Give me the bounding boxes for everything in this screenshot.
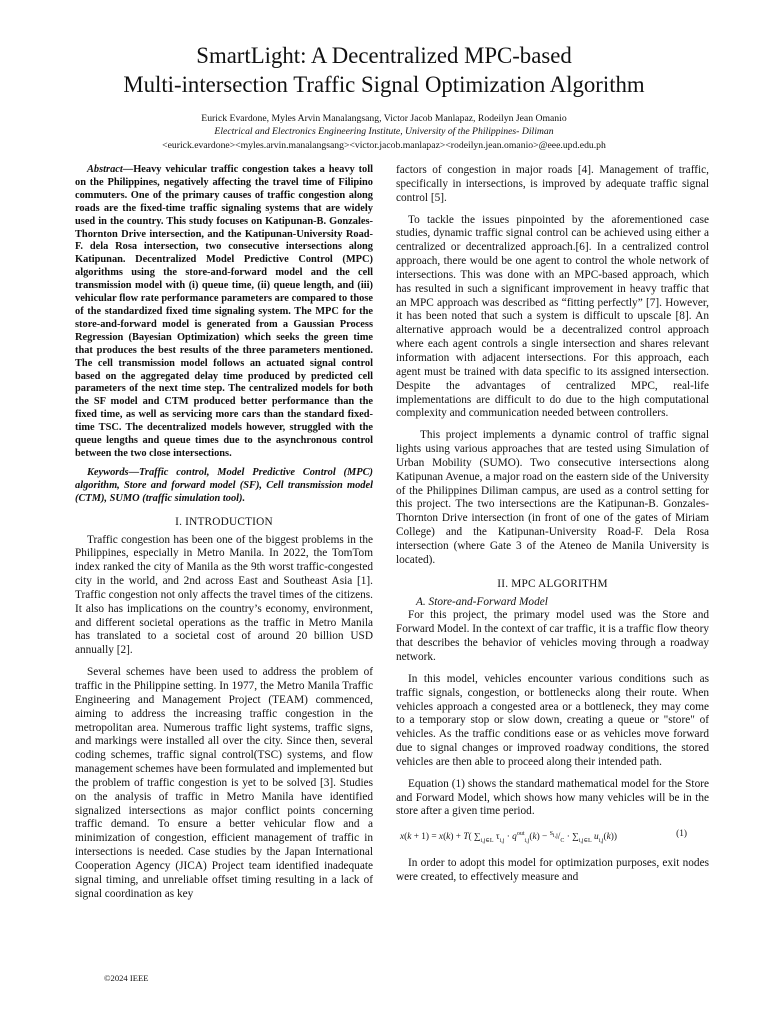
equation-1-expression: x(k + 1) = x(k) + T( $\sum_{i,j\in L}$ $\tau_{i,j} \cdot q^{out}_{i,j}(k) - ^{S_{i,j}}/_C \cdot \sum_{i,j\in L}$ $u_{i,j}(k)$) [400,831,617,845]
sf-paragraph-1: For this project, the primary model used was the Store and Forward Model. In the context of car traffic, it is a traffic flow theory that describes the behavior of vehicles moving through a roadway network. [396,609,709,663]
right-column [396,164,709,885]
author-affiliation: Electrical and Electronics Engineering Institute, University of the Philippines- Diliman [214,126,554,138]
equation-1 [396,826,709,849]
title-line-2: Multi-intersection Traffic Signal Optimization Algorithm [123,71,645,97]
sf-paragraph-3: Equation (1) shows the standard mathematical model for the Store and Forward Model, which shows how many vehicles will be in the store after a given time period. [396,777,709,818]
abstract-label: Abstract [87,164,123,175]
paper-title [40,42,728,99]
subsection-heading-store-and-forward: A. Store-and-Forward Model [416,595,548,608]
keywords-text: Traffic control, Model Predictive Control (MPC) algorithm, Store and forward model (SF), Cell transmission model (CTM), SUMO (traffic simulation tool). [75,466,373,504]
sf-paragraph-2: In this model, vehicles encounter various conditions such as traffic signals, congestion, or bottlenecks along their route. When vehicles approach a congested area or a bottleneck, they may come to a temporary stop or slow down, creating a queue or "store" of vehicles. As the traffic conditions ease or as vehicles move forward due to signal changes or improved roadway conditions, the stored vehicles are then able to proceed along their intended path. [396,672,709,768]
sf-paragraph-4: In order to adopt this model for optimization purposes, exit nodes were created, to effectively measure and [396,857,709,884]
keywords: Keywords—Traffic control, Model Predictive Control (MPC) algorithm, Store and forward model (SF), Cell transmission model (CTM), SUMO (traffic simulation tool). [75,466,373,504]
equation-1-number: (1) [676,829,687,840]
section-heading-introduction: I. INTRODUCTION [175,515,273,528]
section-heading-mpc-algorithm: II. MPC ALGORITHM [497,577,608,590]
intro-paragraph-5: This project implements a dynamic control of traffic signal lights using various approaches that are tested using Simulation of Urban Mobility (SUMO). Two consecutive intersections along Katipunan Avenue, a major road on the eastern side of the University of the Philippines Diliman campus, are used as a control setting for this project. The two intersections are the Katipunan-B. Gonzales-Thornton Drive intersection (in front of one of the gates of Miriam College) and the Katipunan-University Road-F. Dela Rosa intersection (where Gate 3 of the Ateneo de Manila University is located). [396,429,709,566]
keywords-label: Keywords [87,466,129,478]
intro-paragraph-2: Several schemes have been used to address the problem of traffic in the Philippine setting. In 1977, the Metro Manila Traffic Engineering and Management Project (TEAM) commenced, aiming to address the increasing traffic congestion in the metropolitan area. Numerous traffic light systems, traffic signs, and markings were installed all over the city. Since then, several coding schemes, traffic signal control(TSC) systems, and flow management schemes have been formulated and implemented but the problem of traffic congestion is yet to be solved [3]. Studies on the analysis of traffic in Metro Manila have identified signalized intersections as major conflict points concerning traffic demand. To ensure a better vehicular flow and a minimization of congestion, efficient management of traffic in intersections is needed. Case studies by the Japan International Cooperation Agency (JICA) Project team identified inadequate signal timing, and unreliable offset timing resulting in a lack of signal coordination as key [75,666,373,900]
copyright-notice: ©2024 IEEE [104,973,149,983]
abstract: Abstract—Heavy vehicular traffic congestion takes a heavy toll on the Philippines, negatively affecting the travel time of Filipino commuters. One of the primary causes of traffic congestion along roads are the fixed-time traffic signaling systems that are widely used in the country. This study focuses on Katipunan-B. Gonzales-Thornton Drive intersection, and the Katipunan-University Road-F. dela Rosa intersection, two consecutive intersections along Katipunan. Decentralized Model Predictive Control (MPC) algorithms using the store-and-forward model and the cell transmission model with (i) queue time, (ii) queue length, and (iii) vehicular flow rate performance parameters are compared to those of the standardized fixed time signaling system. The MPC for the store-and-forward model is generated from a Gaussian Process Regression (Bayesian Optimization) which seeks the green time that produces the best results of the three parameters mentioned. The cell transmission model follows an actuated signal control based on the aggregated delay time produced by predicted cell parameters of the next time step. The centralized models for both the SF model and CTM produced better performance than the fixed time, as well as servicing more cars than the standard fixed-time TSC. The decentralized models however, struggled with the queue lengths and queue times due to the asynchronous control between the two close intersections. [75,164,373,459]
author-emails: <eurick.evardone><myles.arvin.manalangsang><victor.jacob.manlapaz><rodeilyn.jean.omanio>@eee.upd.edu.ph [162,139,606,151]
abstract-text: Heavy vehicular traffic congestion takes a heavy toll on the Philippines, negatively affecting the travel time of Filipino commuters. One of the primary causes of traffic congestion along roads are the fixed-time traffic signaling systems that are widely used in the country. This study focuses on Katipunan-B. Gonzales-Thornton Drive intersection, and the Katipunan-University Road-F. dela Rosa intersection, two consecutive intersections along Katipunan. Decentralized Model Predictive Control (MPC) algorithms using the store-and-forward model and the cell transmission model with (i) queue time, (ii) queue length, and (iii) vehicular flow rate performance parameters are compared to those of the standardized fixed time signaling system. The MPC for the store-and-forward model is generated from a Gaussian Process Regression (Bayesian Optimization) which seeks the green time that produces the best results of the three parameters mentioned. The cell transmission model follows an actuated signal control based on the aggregated delay time produced by predicted cell parameters of the next time step. The centralized models for both the SF model and CTM produced better performance than the fixed time, as well as servicing more cars than the standard fixed-time TSC. The decentralized models however, struggled with the queue lengths and queue times due to the asynchronous control between the two close intersections. [75,164,373,459]
intro-paragraph-3: factors of congestion in major roads [4]. Management of traffic, specifically in intersections, is improved by adequate traffic signal control [5]. [396,164,709,204]
author-names: Eurick Evardone, Myles Arvin Manalangsang, Victor Jacob Manlapaz, Rodeilyn Jean Omanio [201,113,567,124]
intro-paragraph-4: To tackle the issues pinpointed by the aforementioned case studies, dynamic traffic signal control can be achieved using either a centralized or decentralized approach.[6]. In a centralized control approach, there would be one agent to control the whole network of intersections. This was done with an MPC-based approach, which has resulted in such a significant improvement in heavy traffic that an MPC approach was described as “fitting perfectly” [7]. However, it has been noted that such a system is difficult to upscale [8]. An alternative approach would be a decentralized control approach where each agent controls a single intersection and shares relevant information with adjacent intersections. For this approach, each agent must be trained with data specific to its assigned intersection. Despite the advantages of centralized MPC, real-life implementations are difficult to do due to the high computational complexity and communication needed between controllers. [396,213,709,420]
left-column [75,164,373,902]
author-block [40,112,728,152]
intro-paragraph-1: Traffic congestion has been one of the biggest problems in the Philippines, especially in Metro Manila. In 2022, the TomTom index ranked the city of Manila as the 9th worst traffic-congested city in the world, and 2nd across East and Southeast Asia [1]. Traffic congestion not only affects the travel times of the citizens. It also has implications on the country’s economy, environment, and different societal operations as the traffic in Metro Manila has translated to a societal cost of around 20 billion USD annually [2]. [75,533,373,657]
title-line-1: SmartLight: A Decentralized MPC-based [196,43,572,68]
